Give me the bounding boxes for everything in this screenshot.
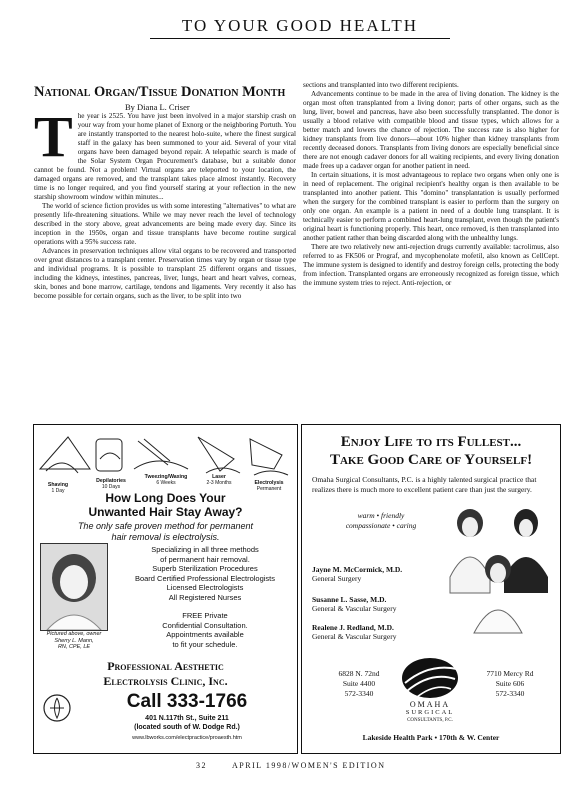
article-byline: By Diana L. Criser: [125, 102, 190, 112]
omaha-surgical-logo-icon: [399, 655, 461, 701]
omaha-surgical-logo-text: OMAHA SURGICAL CONSULTANTS, P.C.: [405, 700, 455, 723]
owner-caption: Pictured above, owner Sherry L. Mann, RN, CPE, LE: [46, 631, 102, 650]
clinic-url[interactable]: www.lbworks.com/electpractice/proaesth.htm: [132, 735, 242, 741]
article-title: National Organ/Tissue Donation Month: [34, 84, 286, 100]
owner-photo: [40, 543, 108, 631]
surgical-headline: Enjoy Life to its Fullest... Take Good Care of Yourself!: [329, 434, 533, 468]
article-right-column: [303, 81, 559, 288]
clinic-logo-icon: [42, 693, 72, 723]
clinic-name: Professional Aesthetic Electrolysis Clinic, Inc.: [103, 659, 228, 688]
step-tweezing: Tweezing/Waxing 6 Weeks: [144, 474, 188, 486]
drop-cap: T: [34, 104, 73, 169]
consultation-info: FREE Private Confidential Consultation. Appointments available to fit your schedule.: [162, 611, 248, 649]
step-electrolysis: Electrolysis Permanent: [254, 480, 284, 492]
article-paragraph: Advances in preservation techniques allow vital organs to be recovered and transported over great distances to a transplant center. Preservation times vary by organ or tissue type and individual programs. It is possible to transplant 25 different organs and tissues, including the kidneys, intestines, pancreas, liver, lungs, heart and heart valves, corneas, skin, bones and bone marrow, cartilage, tendons and ligaments. Very recently it also has become possible for certain organs, such as the liver, to be split into two: [34, 247, 296, 300]
doctors-photo: [446, 503, 552, 637]
step-depilatories: Depilatories 10 Days: [96, 478, 126, 490]
step-laser: Laser 2-3 Months: [206, 474, 232, 486]
electrolysis-services: Specializing in all three methods of permanent hair removal. Superb Sterilization Procedures Board Certified Professional Electrologists Licensed Electrologists All Registered Nurses: [134, 545, 276, 602]
surgical-ad: [301, 424, 561, 754]
doctor-mccormick: Jayne M. McCormick, M.D. General Surgery: [312, 565, 403, 583]
office-north: 6828 N. 72nd Suite 4400 572-3340: [338, 669, 380, 698]
electrolysis-headline: How Long Does Your Unwanted Hair Stay Away?: [88, 491, 243, 519]
electrolysis-tagline: The only safe proven method for permanent hair removal is electrolysis.: [77, 521, 254, 542]
surgical-location: Lakeside Health Park • 170th & W. Center: [362, 733, 500, 742]
office-mercy: 7710 Mercy Rd Suite 606 572-3340: [486, 669, 534, 698]
surgical-intro: Omaha Surgical Consultants, P.C. is a highly talented surgical practice that realizes there is much more to excellent patient care than just the surgery.: [312, 475, 537, 494]
page-number: 32: [196, 761, 207, 770]
issue-label: APRIL 1998/WOMEN'S EDITION: [232, 761, 386, 770]
article-paragraph: Advancements continue to be made in the area of living donation. The kidney is the organ most often transplanted from a living donor; parts of other organs, such as the lung, liver, bowel and pancreas, have also been successfully transplanted. The donor is usually a blood relative with compatible blood and tissue types, which allows for a better match and lowers the chance of rejection. The success rate is also higher for kidney transplants from live donors—about 10% higher than kidney transplants from recently deceased donors. Transplants from living donors are especially beneficial since there are not enough cadaver donors for all waiting recipients, and every living donation made frees up a cadaver organ for another patient in need.: [303, 90, 559, 170]
clinic-address: 401 N.117th St., Suite 211 (located south of W. Dodge Rd.): [134, 715, 240, 731]
article-paragraph: In certain situations, it is most advantageous to replace two organs when only one is in need of replacement. The original recipient's healthy organ is then available to be transplanted into another patient. This "domino" transplantation is usually performed when the surgery for the combined transplant is easier to perform than the surgery on only one organ. An example is a patient in need of a double lung transplant. It is technically easier to perform a combined heart-lung transplant, even though the patient's original heart is functioning properly. This heart, once removed, is then transplanted into another patient rather than being discarded along with the unhealthy lungs.: [303, 171, 559, 242]
article-paragraph: There are two relatively new anti-rejection drugs currently available: tacrolimus, also referred to as FK506 or Prograf, and mycophenolate mofetil, also known as CellCept. The immune system is designed to identify and destroy foreign cells, protecting the body from infection. Transplanted organs are erroneously recognized as foreign tissue, which the immune system tries to reject. Anti-rejection, or: [303, 243, 559, 287]
page-header: TO YOUR GOOD HEALTH: [150, 16, 450, 39]
article-paragraph: The world of science fiction provides us with some interesting "alternatives" to what are presently life-threatening situations. While we may never reach the level of technology described in the story above, great advancements are being made every day. Since its inception in the 1950s, organ and tissue transplants have become routine surgical operations with a 95% success rate.: [34, 202, 296, 246]
surgical-qualities: warm • friendly compassionate • caring: [345, 511, 417, 530]
step-shaving: Shaving 1 Day: [47, 482, 69, 494]
clinic-phone[interactable]: Call 333-1766: [126, 691, 248, 712]
article-paragraph: The year is 2525. You have just been involved in a major starship crash on your way from your home planet of Exnorg or the neighboring Portuth. You are instantly transported to the nearest holo-suite, where the finest surgical staff in the galaxy has been summoned to your aid. Several of your vital organs have been damaged beyond repair. A telepathic search is made of the Solar System Organ Procurement's database, but a suitable donor cannot be found. Not a problem! Virtual organs are teleported to your location, the damaged organs are removed, and the transplant takes place almost instantly. Recovery time is no longer required, and you find yourself staring at your reflection in the new starship showroom window within minutes...: [34, 104, 296, 201]
electrolysis-ad: [33, 424, 298, 754]
article-paragraph: sections and transplanted into two different recipients.: [303, 81, 459, 89]
doctor-redland: Realene J. Redland, M.D. General & Vascular Surgery: [312, 623, 397, 641]
doctor-sasse: Susanne L. Sasse, M.D. General & Vascular Surgery: [312, 595, 397, 613]
